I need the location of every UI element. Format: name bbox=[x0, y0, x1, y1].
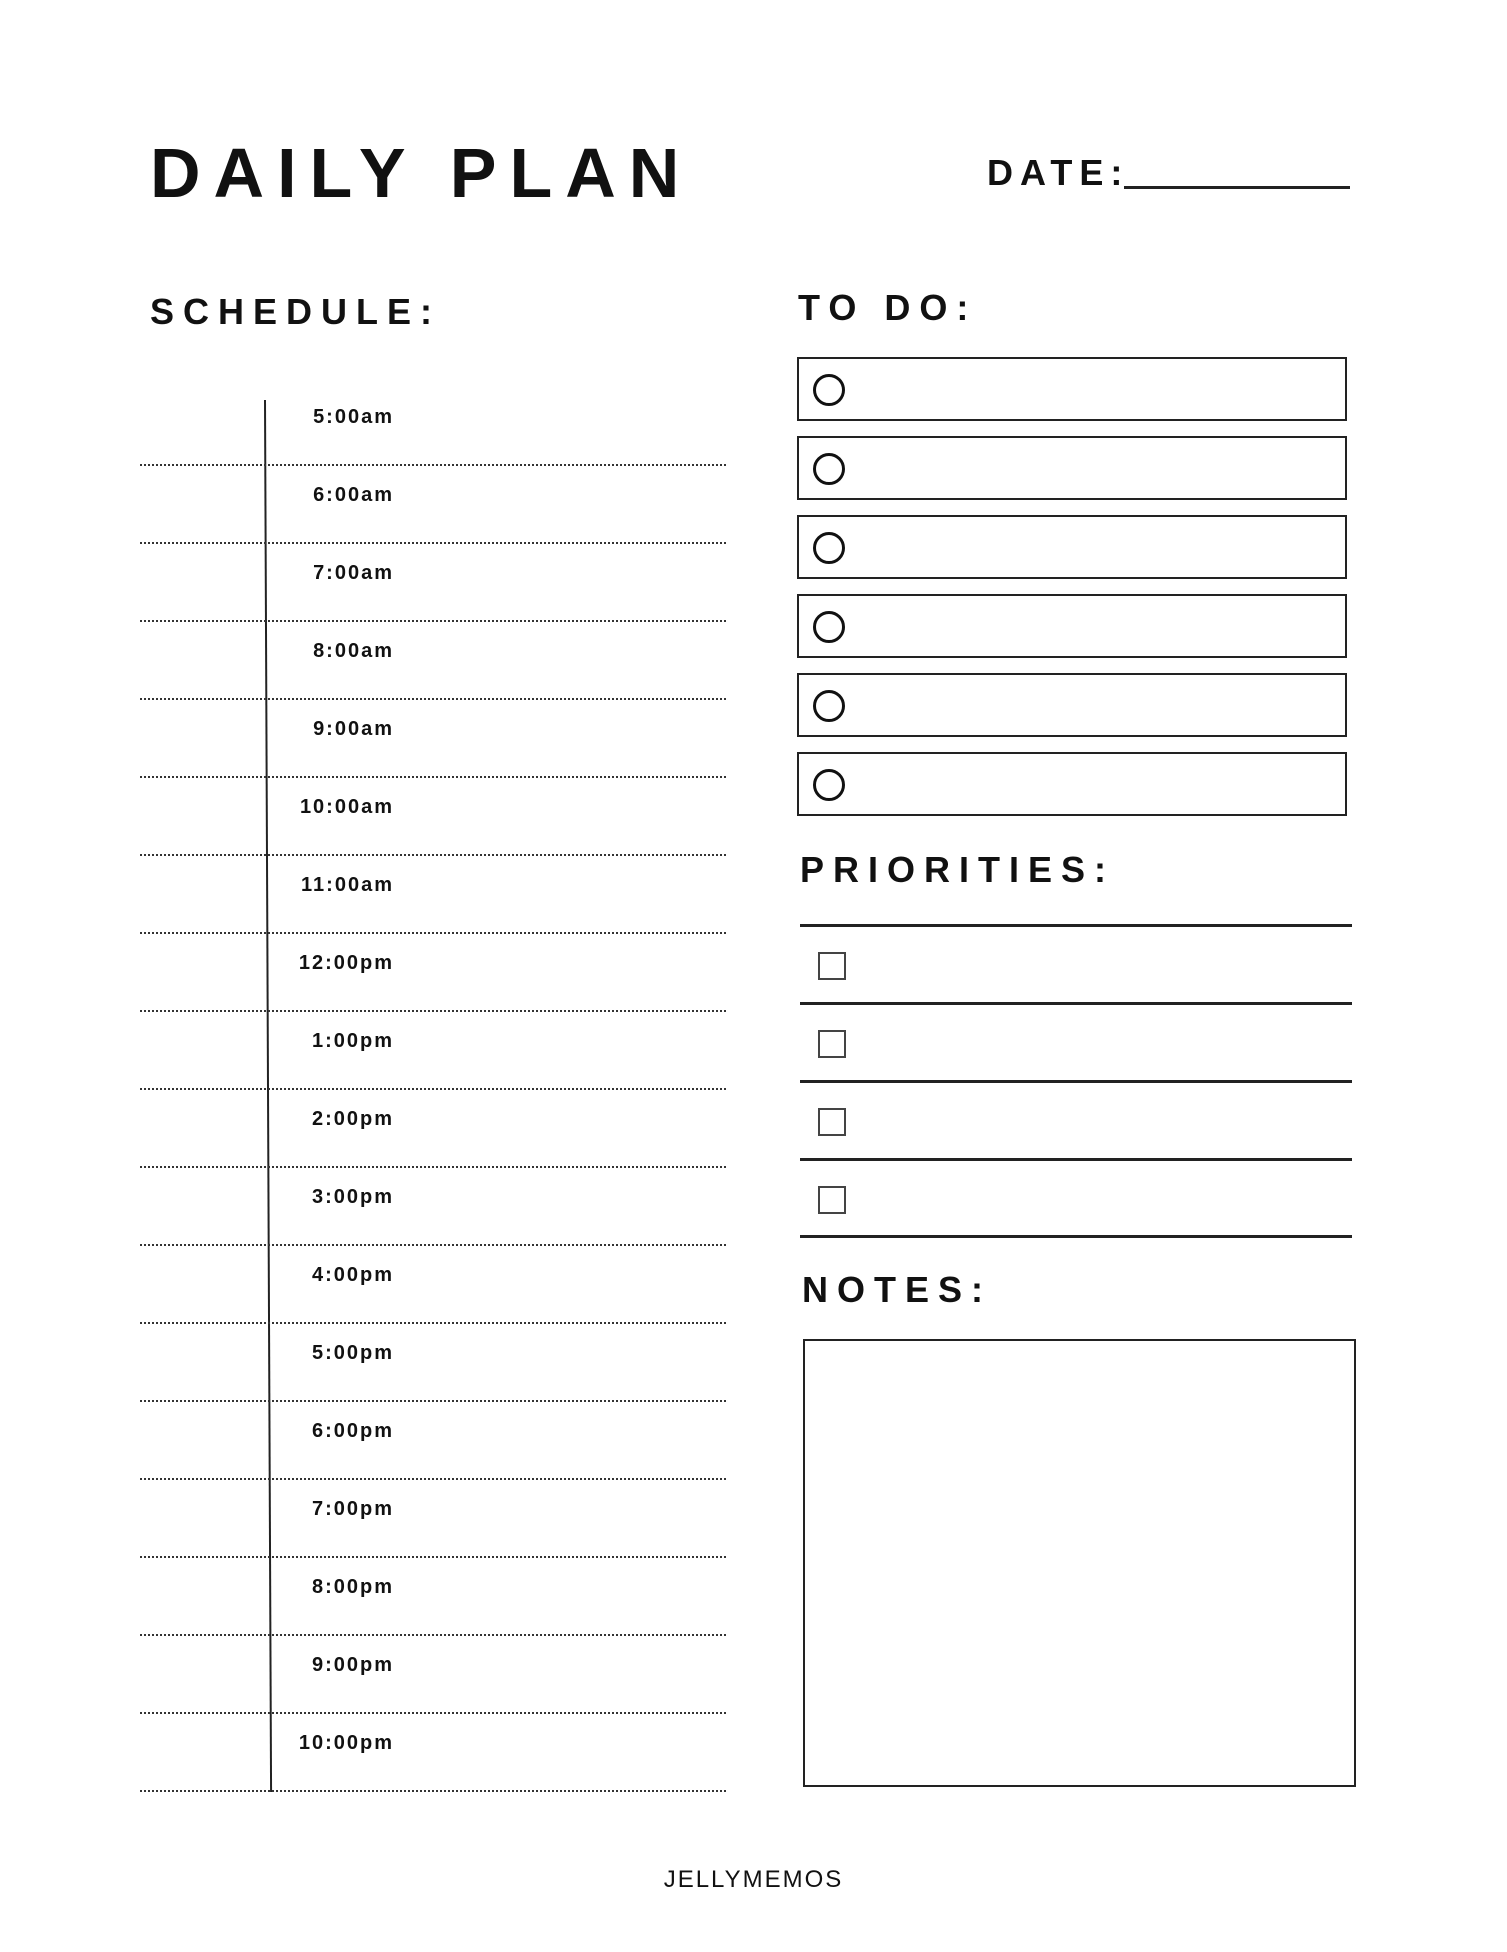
schedule-row bbox=[140, 622, 726, 700]
notes-heading: NOTES: bbox=[802, 1269, 993, 1310]
schedule-slot-input[interactable] bbox=[270, 1402, 726, 1478]
schedule-row bbox=[140, 856, 726, 934]
schedule-row bbox=[140, 1012, 726, 1090]
schedule-slot-input[interactable] bbox=[270, 778, 726, 854]
schedule-slot-input[interactable] bbox=[270, 1636, 726, 1712]
schedule-slot-input[interactable] bbox=[270, 388, 726, 464]
priority-text-input[interactable] bbox=[860, 1010, 1342, 1075]
notes-textarea[interactable] bbox=[803, 1339, 1356, 1787]
todo-text-input[interactable] bbox=[859, 754, 1335, 814]
todo-item bbox=[797, 752, 1347, 816]
time-label: 4:00pm bbox=[311, 1264, 394, 1286]
schedule-row bbox=[140, 1402, 726, 1480]
time-label: 5:00pm bbox=[311, 1342, 394, 1364]
time-label: 8:00am bbox=[313, 640, 394, 662]
time-label: 8:00pm bbox=[311, 1576, 394, 1598]
schedule-slot-input[interactable] bbox=[270, 1480, 726, 1556]
todo-heading: TO DO: bbox=[798, 287, 978, 328]
time-label: 9:00am bbox=[313, 718, 394, 740]
schedule-row bbox=[140, 778, 726, 856]
priority-divider bbox=[800, 1235, 1352, 1238]
priority-item bbox=[800, 1083, 1352, 1158]
schedule-slot-input[interactable] bbox=[270, 466, 726, 542]
schedule-slot-input[interactable] bbox=[270, 856, 726, 932]
schedule-row bbox=[140, 388, 726, 466]
brand-label: JELLYMEMOS bbox=[663, 1866, 844, 1893]
schedule-slot-input[interactable] bbox=[270, 1558, 726, 1634]
schedule-row bbox=[140, 934, 726, 1012]
priorities-heading: PRIORITIES: bbox=[800, 849, 1116, 890]
schedule-row bbox=[140, 1246, 726, 1324]
dotted-divider bbox=[140, 1790, 726, 1792]
time-label: 12:00pm bbox=[298, 952, 394, 974]
priority-text-input[interactable] bbox=[860, 1166, 1342, 1231]
schedule-row bbox=[140, 1324, 726, 1402]
circle-checkbox-icon[interactable] bbox=[813, 453, 845, 485]
time-label: 3:00pm bbox=[311, 1186, 394, 1208]
todo-text-input[interactable] bbox=[859, 675, 1335, 735]
time-label: 11:00am bbox=[301, 874, 394, 896]
priority-text-input[interactable] bbox=[860, 1088, 1342, 1153]
date-field[interactable] bbox=[1124, 186, 1350, 189]
square-checkbox-icon[interactable] bbox=[818, 952, 846, 980]
schedule-slot-input[interactable] bbox=[270, 1324, 726, 1400]
schedule-slot-input[interactable] bbox=[270, 1246, 726, 1322]
schedule-slot-input[interactable] bbox=[270, 1012, 726, 1088]
todo-item bbox=[797, 594, 1347, 658]
schedule-slot-input[interactable] bbox=[270, 1090, 726, 1166]
time-label: 6:00pm bbox=[311, 1420, 394, 1442]
schedule-slot-input[interactable] bbox=[270, 700, 726, 776]
schedule-row bbox=[140, 1480, 726, 1558]
schedule-slot-input[interactable] bbox=[270, 622, 726, 698]
time-label: 10:00pm bbox=[298, 1732, 394, 1754]
schedule-row bbox=[140, 1714, 726, 1792]
time-label: 6:00am bbox=[313, 484, 394, 506]
priority-text-input[interactable] bbox=[860, 932, 1342, 997]
todo-text-input[interactable] bbox=[859, 438, 1335, 498]
todo-item bbox=[797, 436, 1347, 500]
time-label: 1:00pm bbox=[311, 1030, 394, 1052]
circle-checkbox-icon[interactable] bbox=[813, 532, 845, 564]
square-checkbox-icon[interactable] bbox=[818, 1186, 846, 1214]
schedule-heading: SCHEDULE: bbox=[150, 291, 442, 332]
priority-item bbox=[800, 1161, 1352, 1236]
schedule-row bbox=[140, 1636, 726, 1714]
circle-checkbox-icon[interactable] bbox=[813, 374, 845, 406]
schedule-slot-input[interactable] bbox=[270, 934, 726, 1010]
schedule-slot-input[interactable] bbox=[270, 1168, 726, 1244]
time-label: 10:00am bbox=[299, 796, 394, 818]
page-title: DAILY PLAN bbox=[150, 134, 693, 212]
todo-item bbox=[797, 515, 1347, 579]
schedule-row bbox=[140, 1558, 726, 1636]
schedule-row bbox=[140, 466, 726, 544]
todo-text-input[interactable] bbox=[859, 596, 1335, 656]
todo-text-input[interactable] bbox=[859, 517, 1335, 577]
schedule-slot-input[interactable] bbox=[270, 544, 726, 620]
circle-checkbox-icon[interactable] bbox=[813, 769, 845, 801]
circle-checkbox-icon[interactable] bbox=[813, 690, 845, 722]
time-label: 2:00pm bbox=[311, 1108, 394, 1130]
schedule-row bbox=[140, 1168, 726, 1246]
priority-item bbox=[800, 927, 1352, 1002]
square-checkbox-icon[interactable] bbox=[818, 1108, 846, 1136]
todo-item bbox=[797, 673, 1347, 737]
time-label: 5:00am bbox=[313, 406, 394, 428]
square-checkbox-icon[interactable] bbox=[818, 1030, 846, 1058]
time-label: 7:00pm bbox=[311, 1498, 394, 1520]
footer-brand bbox=[0, 1866, 1507, 1894]
schedule-row bbox=[140, 544, 726, 622]
time-label: 9:00pm bbox=[311, 1654, 394, 1676]
date-label: DATE: bbox=[987, 152, 1130, 193]
time-label: 7:00am bbox=[313, 562, 394, 584]
schedule-row bbox=[140, 1090, 726, 1168]
circle-checkbox-icon[interactable] bbox=[813, 611, 845, 643]
schedule-row bbox=[140, 700, 726, 778]
todo-item bbox=[797, 357, 1347, 421]
priority-item bbox=[800, 1005, 1352, 1080]
schedule-slot-input[interactable] bbox=[270, 1714, 726, 1790]
todo-text-input[interactable] bbox=[859, 359, 1335, 419]
